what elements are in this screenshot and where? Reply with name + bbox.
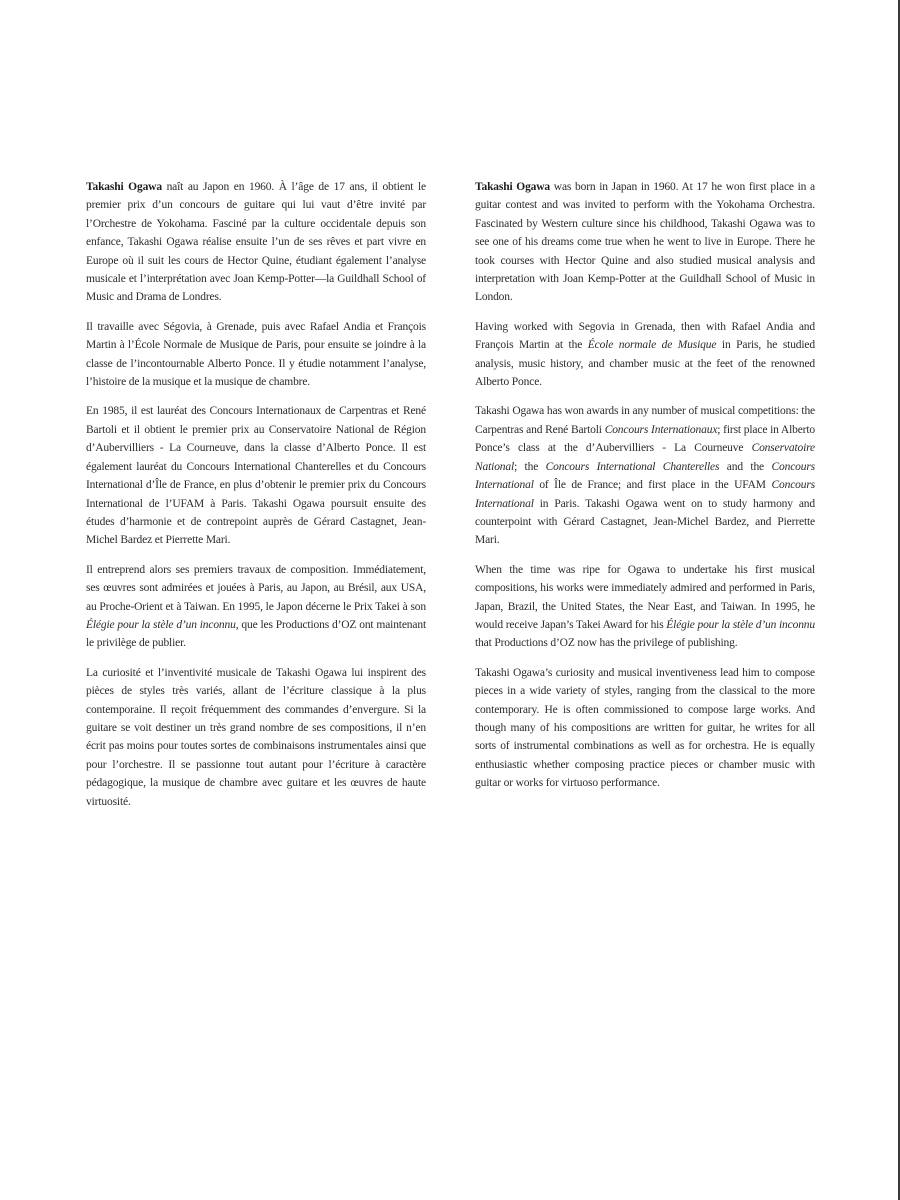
english-paragraph-3 <box>475 402 815 549</box>
french-paragraph-1 <box>86 178 426 307</box>
italic-text-run: Concours International <box>475 479 815 510</box>
text-run: Takashi Ogawa has won awards in any number of musical competitions: the Carpentras and René Bartoli <box>475 405 815 436</box>
bold-text-run: Takashi Ogawa <box>86 181 162 193</box>
text-run: Takashi Ogawa’s curiosity and musical inventiveness lead him to compose pieces in a wide variety of styles, ranging from the classical to the more contemporary. He is often commissioned to compose large works. And though many of his compositions are written for guitar, he writes for all sorts of instrumental combinations as well as for orchestra. He is equally enthusiastic whether composing practice pieces or chamber music with guitar or works for virtuoso performance. <box>475 666 815 790</box>
french-paragraph-4 <box>86 561 426 653</box>
text-run: ; the <box>514 460 546 473</box>
english-biography-column <box>475 178 815 804</box>
italic-text-run: Élégie pour la stèle d’un inconnu <box>86 618 236 631</box>
english-paragraph-4 <box>475 561 815 653</box>
bold-text-run: Takashi Ogawa <box>475 181 551 193</box>
text-run: that Productions d’OZ now has the privilege of publishing. <box>475 637 738 650</box>
french-paragraph-5 <box>86 664 426 811</box>
text-run: La curiosité et l’inventivité musicale de Takashi Ogawa lui inspirent des pièces de styles très variés, allant de l’écriture classique à la plus contemporaine. Il reçoit fréquemment des commandes d’envergure. Si la guitare se voit destiner un très grand nombre de ses compositions, il n’en écrit pas moins pour toutes sortes de combinaisons instrumentales ainsi que pour l’orchestre. Il se passionne tout autant pour l’écriture à caractère pédagogique, la musique de chambre avec guitare et les œuvres de haute virtuosité. <box>86 666 426 808</box>
text-run: in Paris. Takashi Ogawa went on to study harmony and counterpoint with Gérard Castagnet, Jean-Michel Bardez, and Pierrette Mari. <box>475 497 815 547</box>
text-run: was born in Japan in 1960. At 17 he won first place in a guitar contest and was invited to perform with the Yokohama Orchestra. Fascinated by Western culture since his childhood, Takashi Ogawa was to see one of his dreams come true when he went to live in Europe. There he took courses with Hector Quine and also studied musical analysis and interpretation with Joan Kemp-Potter at the Guildhall School of Music in London. <box>475 181 815 304</box>
italic-text-run: Élégie pour la stèle d’un inconnu <box>666 618 815 631</box>
text-run: Il travaille avec Ségovia, à Grenade, puis avec Rafael Andia et François Martin à l’École Normale de Musique de Paris, pour ensuite se joindre à la classe de l’incontournable Alberto Ponce. Il y étudie notamment l’analyse, l’histoire de la musique et la musique de chambre. <box>86 320 426 389</box>
french-paragraph-2 <box>86 318 426 392</box>
text-run: and the <box>719 460 772 473</box>
italic-text-run: Conservatoire National <box>475 442 815 473</box>
italic-text-run: Concours International Chanterelles <box>545 460 720 473</box>
english-paragraph-2 <box>475 318 815 392</box>
text-run: in Paris, he studied analysis, music history, and chamber music at the feet of the renowned Alberto Ponce. <box>475 339 815 389</box>
text-run: of Île de France; and first place in the UFAM <box>533 479 772 492</box>
text-run: Having worked with Segovia in Grenada, then with Rafael Andia and François Martin at the <box>475 320 815 352</box>
english-paragraph-5 <box>475 664 815 793</box>
french-paragraph-3 <box>86 402 426 549</box>
english-paragraph-1 <box>475 178 815 307</box>
french-biography-column <box>86 178 426 822</box>
text-run: When the time was ripe for Ogawa to undertake his first musical compositions, his works were immediately admired and performed in Paris, Japan, Brazil, the United States, the Near East, and Taiwan. In 1995, he would receive Japan’s Takei Award for his <box>475 563 815 631</box>
text-run: En 1985, il est lauréat des Concours Internationaux de Carpentras et René Bartoli et il obtient le premier prix au Conservatoire National de Région d’Aubervilliers - La Courneuve, dans la classe d’Alberto Ponce. Il est également lauréat du Concours International Chanterelles et du Concours International d’Île de France, en plus d’obtenir le premier prix du Concours International de l’UFAM à Paris. Takashi Ogawa poursuit ensuite des études d’harmonie et de contrepoint auprès de Gérard Castagnet, Jean-Michel Bardez et Pierrette Mari. <box>86 405 426 547</box>
text-run: Il entreprend alors ses premiers travaux de composition. Immédiatement, ses œuvres sont admirées et jouées à Paris, au Japon, au Brésil, aux USA, au Proche-Orient et à Taiwan. En 1995, le Japon décerne le Prix Takei à son <box>86 563 426 613</box>
italic-text-run: Concours Internationaux <box>604 423 718 436</box>
text-run: ; first place in Alberto Ponce’s class at the d’Aubervilliers - La Courneuve <box>475 423 816 455</box>
text-run: , que les Productions d’OZ ont maintenant le privilège de publier. <box>86 618 427 650</box>
italic-text-run: École normale de Musique <box>587 339 717 352</box>
text-run: naît au Japon en 1960. À l’âge de 17 ans, il obtient le premier prix d’un concours de guitare qui lui vaut d’être invité par l’Orchestre de Yokohama. Fasciné par la culture occidentale depuis son enfance, Takashi Ogawa réalise ensuite l’un de ses rêves et part vivre en Europe où il suit les cours de Hector Quine, étudiant également l’analyse musicale et l’interprétation avec Joan Kemp-Potter—la Guildhall School of Music and Drama de Londres. <box>86 181 426 304</box>
italic-text-run: Concours International <box>475 460 815 492</box>
